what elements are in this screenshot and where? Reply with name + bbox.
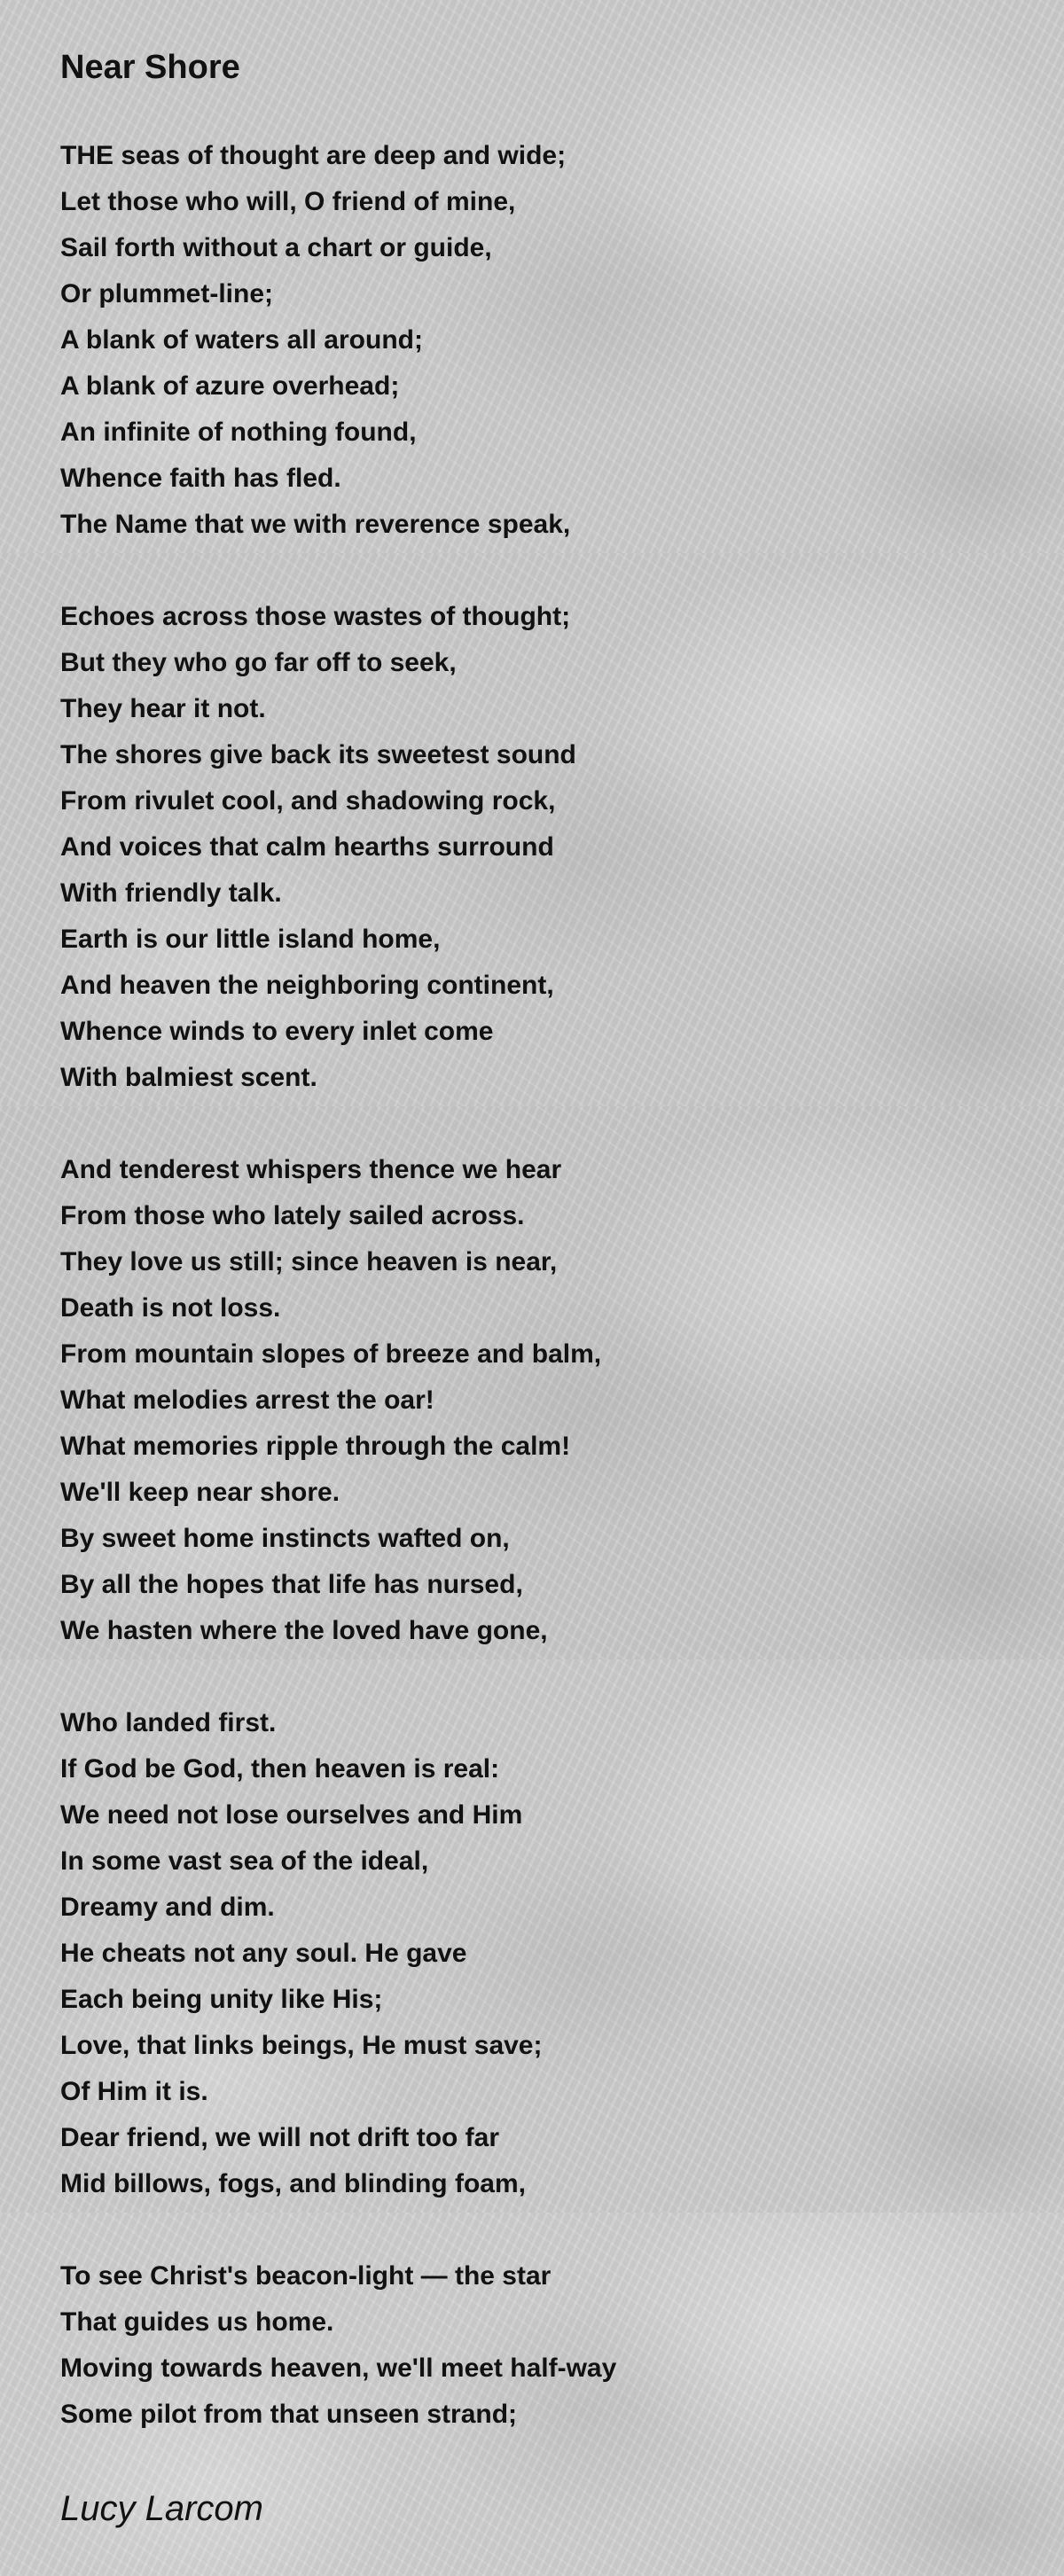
poem-line: By all the hopes that life has nursed,: [60, 1570, 523, 1599]
poem-line: With friendly talk.: [60, 878, 282, 908]
poem-line: But they who go far off to seek,: [60, 648, 457, 677]
poem-line: We hasten where the loved have gone,: [60, 1616, 548, 1645]
poem-line: To see Christ's beacon-light — the star: [60, 2261, 552, 2291]
poem-line: In some vast sea of the ideal,: [60, 1846, 429, 1876]
poem-line: Sail forth without a chart or guide,: [60, 233, 492, 262]
stanza-5: [60, 2253, 1000, 2438]
poem-line: Echoes across those wastes of thought;: [60, 602, 571, 631]
poem-line: And voices that calm hearths surround: [60, 832, 554, 862]
poem-line: Love, that links beings, He must save;: [60, 2031, 543, 2060]
poem-line: By sweet home instincts wafted on,: [60, 1524, 510, 1553]
poem-line: He cheats not any soul. He gave: [60, 1939, 467, 1968]
poem-line: What memories ripple through the calm!: [60, 1432, 571, 1461]
poem-line: Let those who will, O friend of mine,: [60, 187, 516, 216]
poem-line: Death is not loss.: [60, 1293, 281, 1323]
poem-line: They hear it not.: [60, 694, 266, 723]
poem-line: What melodies arrest the oar!: [60, 1386, 434, 1415]
poem-line: Or plummet-line;: [60, 279, 274, 308]
poem-line: And tenderest whispers thence we hear: [60, 1155, 562, 1184]
poem-line: If God be God, then heaven is real:: [60, 1754, 500, 1784]
poem-line: They love us still; since heaven is near,: [60, 1247, 558, 1276]
poem-line: Who landed first.: [60, 1708, 277, 1737]
poem-line: Of Him it is.: [60, 2077, 208, 2106]
poem-line: The Name that we with reverence speak,: [60, 510, 571, 539]
poem-title: Near Shore: [60, 49, 240, 86]
poem-line: From those who lately sailed across.: [60, 1201, 525, 1230]
poem-line: And heaven the neighboring continent,: [60, 971, 554, 1000]
stanza-4: [60, 1700, 1000, 2207]
stanza-1: [60, 133, 1000, 548]
poem-line: Whence winds to every inlet come: [60, 1017, 494, 1046]
poem-line: We'll keep near shore.: [60, 1478, 340, 1507]
poem-line: THE seas of thought are deep and wide;: [60, 141, 567, 170]
poem-line: Moving towards heaven, we'll meet half-way: [60, 2354, 617, 2383]
poem-line: Earth is our little island home,: [60, 925, 441, 954]
poem-author: Lucy Larcom: [60, 2489, 263, 2528]
stanza-3: [60, 1147, 1000, 1654]
poem-line: Some pilot from that unseen strand;: [60, 2400, 518, 2429]
poem-line: A blank of azure overhead;: [60, 371, 400, 401]
stanza-2: [60, 594, 1000, 1101]
poem-line: We need not lose ourselves and Him: [60, 1800, 523, 1830]
poem-line: The shores give back its sweetest sound: [60, 740, 576, 769]
poem-line: Dreamy and dim.: [60, 1893, 275, 1922]
poem-line: Each being unity like His;: [60, 1985, 383, 2014]
poem-line: With balmiest scent.: [60, 1063, 317, 1092]
poem-line: That guides us home.: [60, 2307, 334, 2337]
poem-line: An infinite of nothing found,: [60, 418, 417, 447]
poem-line: Mid billows, fogs, and blinding foam,: [60, 2169, 526, 2198]
poem-line: From mountain slopes of breeze and balm,: [60, 1339, 602, 1369]
poem-line: Whence faith has fled.: [60, 464, 341, 493]
poem-line: Dear friend, we will not drift too far: [60, 2123, 500, 2152]
poem-line: From rivulet cool, and shadowing rock,: [60, 786, 556, 816]
poem-line: A blank of waters all around;: [60, 325, 423, 355]
